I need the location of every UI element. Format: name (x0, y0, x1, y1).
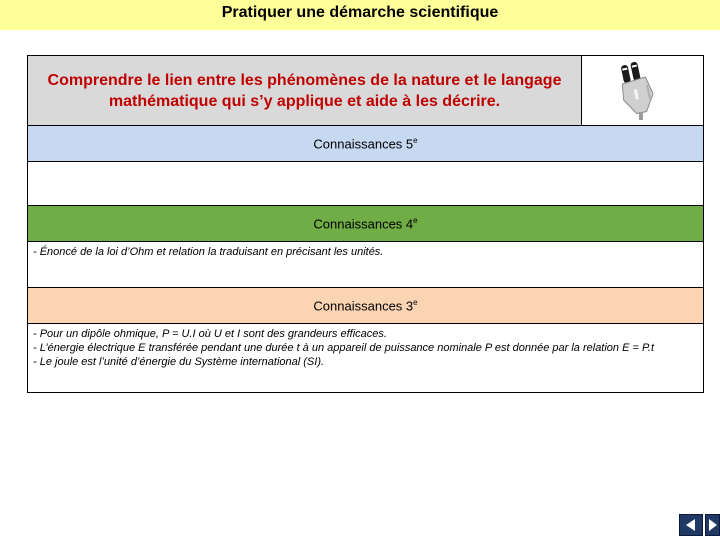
previous-slide-button[interactable] (679, 514, 703, 536)
previous-slide-icon (680, 515, 702, 535)
microscope-icon (582, 56, 703, 125)
header-row (28, 56, 703, 126)
page-title: Pratiquer une démarche scientifique (221, 4, 499, 21)
band-4-label: Connaissances 4 (313, 216, 414, 232)
list-item: - Le joule est l’unité d’énergie du Système international (SI). (33, 356, 325, 368)
next-slide-icon (706, 515, 719, 535)
list-item: - Pour un dipôle ohmique, P = U.I où U et I sont des grandeurs efficaces. (33, 328, 387, 340)
band-5-label: Connaissances 5 (313, 136, 414, 152)
content-connaissances-3 (28, 324, 703, 392)
band-3-suffix: e (413, 298, 418, 307)
list-item: - Énoncé de la loi d’Ohm et relation la traduisant en précisant les unités. (33, 246, 384, 258)
band-connaissances-5 (28, 126, 703, 162)
list-item: - L’énergie électrique E transférée pendant une durée t à un appareil de puissance nominale P est donnée par la relation E = P.t (33, 342, 655, 354)
content-connaissances-5 (28, 162, 703, 206)
band-5-suffix: e (413, 136, 418, 145)
band-3-label: Connaissances 3 (313, 298, 414, 314)
header-statement: Comprendre le lien entre les phénomènes de la nature et le langage mathématique qui s’y applique et aide à les décrire. (47, 71, 562, 110)
band-connaissances-3 (28, 288, 703, 324)
band-4-suffix: e (413, 216, 418, 225)
knowledge-sheet (27, 55, 704, 393)
band-connaissances-4 (28, 206, 703, 242)
content-connaissances-4 (28, 242, 703, 288)
next-slide-button[interactable] (705, 514, 720, 536)
header-statement-cell (28, 56, 582, 125)
header-icon-cell (582, 56, 703, 125)
